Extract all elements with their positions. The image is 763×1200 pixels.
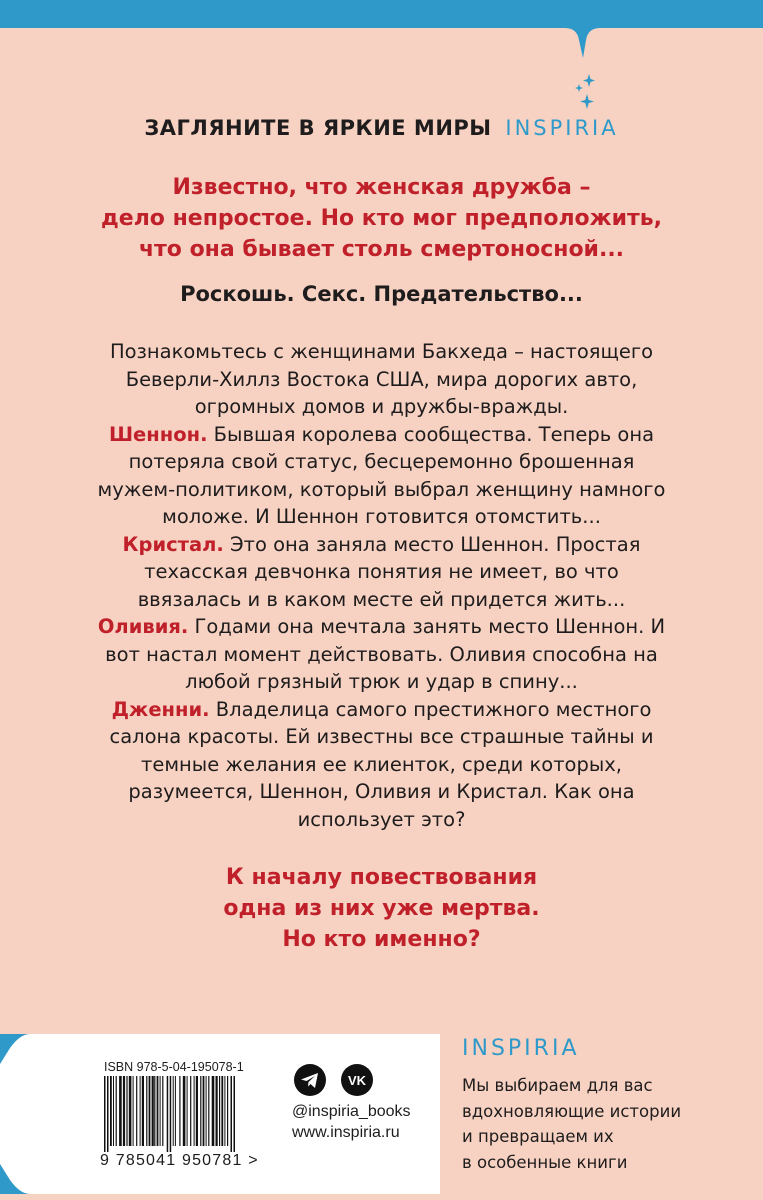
social-handle[interactable]: @inspiria_books — [292, 1103, 411, 1120]
left-edge-decoration — [0, 1034, 60, 1194]
header-prefix: ЗАГЛЯНИТЕ В ЯРКИЕ МИРЫ — [144, 116, 492, 140]
header-brand: INSPIRIA — [505, 116, 619, 140]
tagline: Роскошь. Секс. Предательство... — [180, 282, 583, 306]
barcode-digits: 9 785041 950781 > — [100, 1152, 259, 1169]
social-icons — [294, 1064, 373, 1100]
character-text: Бывшая королева сообщества. Теперь она потеряла свой статус, бесцеремонно брошенная мужем-политиком, который выбрал женщину намного моложе. И Шеннон готовится отомстить... — [97, 422, 666, 528]
brand-slogan — [462, 1073, 681, 1175]
character-name: Оливия. — [97, 615, 189, 638]
slogan-line: в особенные книги — [462, 1152, 628, 1172]
character-text: Годами она мечтала занять место Шеннон. И вот настал момент действовать. Оливия способна на любой грязный трюк и удар в спину... — [105, 615, 666, 693]
outro-line: одна из них уже мертва. — [223, 896, 540, 921]
character-paragraph — [90, 531, 673, 614]
slogan-line: и превращаем их — [462, 1127, 614, 1146]
sparkle-icon — [570, 72, 600, 114]
barcode — [100, 1076, 276, 1152]
brand-block — [462, 1036, 681, 1175]
top-tab-decoration — [0, 0, 763, 60]
slogan-line: Мы выбираем для вас — [462, 1076, 653, 1095]
intro-line: дело непростое. Но кто мог предположить, — [101, 206, 662, 231]
brand-name: INSPIRIA — [462, 1036, 580, 1061]
intro-line: Известно, что женская дружба – — [172, 175, 591, 200]
isbn-label: ISBN 978-5-04-195078-1 — [104, 1060, 244, 1074]
description-text — [90, 338, 673, 833]
character-text: Это она заняла место Шеннон. Простая техасская девчонка понятия не имеет, во что ввязалась и в каком месте ей придется жить... — [137, 532, 641, 611]
character-name: Дженни. — [111, 697, 210, 721]
telegram-icon[interactable] — [294, 1064, 326, 1096]
character-text: Владелица самого престижного местного салона красоты. Ей известны все страшные тайны и темные желания ее клиенток, среди которых, разумеется, Шеннон, Оливия и Кристал. Как она использует это? — [109, 697, 654, 831]
character-paragraph — [90, 613, 673, 696]
slogan-line: вдохновляющие истории — [462, 1101, 682, 1121]
description-opening: Познакомьтесь с женщинами Бакхеда – настоящего Беверли-Хиллз Востока США, мира дорогих авто, огромных домов и дружбы-вражды. — [109, 340, 654, 418]
outro-line: К началу повествования — [225, 865, 538, 890]
outro-line: Но кто именно? — [282, 927, 481, 952]
vk-icon[interactable] — [341, 1064, 373, 1096]
intro-line: что она бывает столь смертоносной... — [138, 237, 625, 262]
character-paragraph — [90, 696, 673, 834]
website-link[interactable]: www.inspiria.ru — [292, 1124, 400, 1141]
header-title — [0, 116, 763, 140]
character-paragraph — [90, 421, 673, 531]
vk-logo-glyph: VK — [348, 1073, 367, 1088]
intro-text — [0, 172, 763, 265]
character-name: Шеннон. — [108, 422, 208, 446]
outro-text — [0, 862, 763, 955]
character-name: Кристал. — [122, 532, 224, 556]
